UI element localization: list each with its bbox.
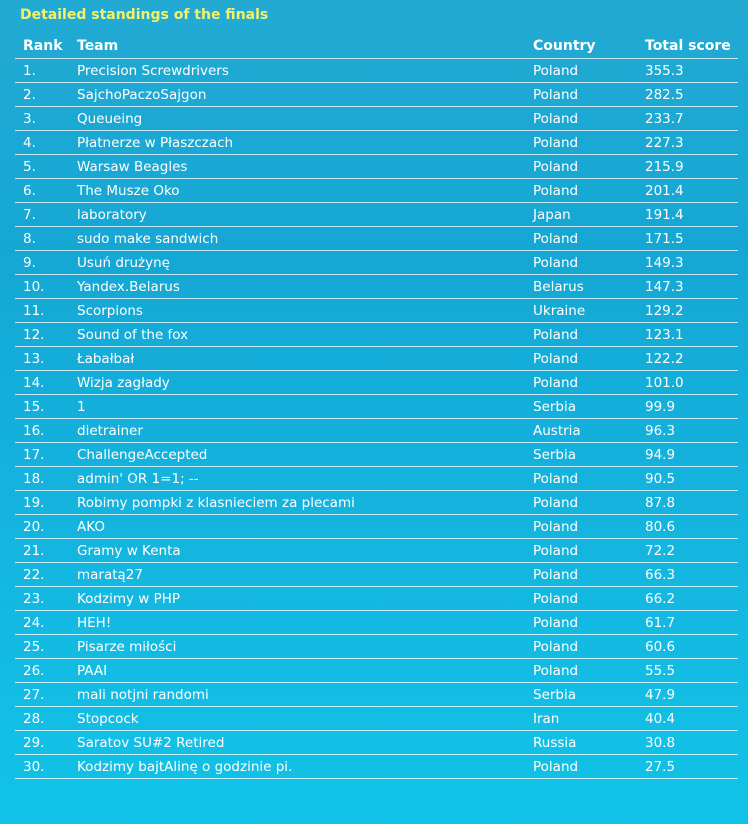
rank-cell: 10.	[15, 275, 69, 299]
team-cell: Sound of the fox	[69, 323, 525, 347]
score-cell: 61.7	[637, 611, 738, 635]
score-cell: 201.4	[637, 179, 738, 203]
table-body	[15, 59, 738, 779]
table-row	[15, 155, 738, 179]
team-cell: SajchoPaczoSajgon	[69, 83, 525, 107]
team-cell: Usuń drużynę	[69, 251, 525, 275]
table-row	[15, 179, 738, 203]
country-cell: Poland	[525, 347, 637, 371]
table-row	[15, 467, 738, 491]
country-cell: Poland	[525, 659, 637, 683]
team-cell: Łabałbał	[69, 347, 525, 371]
score-cell: 171.5	[637, 227, 738, 251]
rank-cell: 21.	[15, 539, 69, 563]
country-cell: Poland	[525, 59, 637, 83]
table-row	[15, 299, 738, 323]
score-cell: 233.7	[637, 107, 738, 131]
rank-cell: 11.	[15, 299, 69, 323]
team-cell: mali notjni randomi	[69, 683, 525, 707]
team-cell: Robimy pompki z klasnieciem za plecami	[69, 491, 525, 515]
country-cell: Ukraine	[525, 299, 637, 323]
table-row	[15, 539, 738, 563]
rank-cell: 14.	[15, 371, 69, 395]
score-cell: 94.9	[637, 443, 738, 467]
score-cell: 30.8	[637, 731, 738, 755]
table-row	[15, 707, 738, 731]
country-cell: Poland	[525, 611, 637, 635]
country-cell: Poland	[525, 587, 637, 611]
team-cell: The Musze Oko	[69, 179, 525, 203]
table-row	[15, 515, 738, 539]
table-row	[15, 419, 738, 443]
rank-cell: 22.	[15, 563, 69, 587]
rank-cell: 12.	[15, 323, 69, 347]
score-cell: 27.5	[637, 755, 738, 779]
table-row	[15, 83, 738, 107]
country-cell: Poland	[525, 539, 637, 563]
rank-cell: 16.	[15, 419, 69, 443]
team-cell: Gramy w Kenta	[69, 539, 525, 563]
score-cell: 40.4	[637, 707, 738, 731]
team-cell: Wizja zagłady	[69, 371, 525, 395]
rank-cell: 5.	[15, 155, 69, 179]
rank-cell: 23.	[15, 587, 69, 611]
rank-cell: 8.	[15, 227, 69, 251]
rank-cell: 19.	[15, 491, 69, 515]
table-row	[15, 275, 738, 299]
country-cell: Poland	[525, 563, 637, 587]
rank-cell: 3.	[15, 107, 69, 131]
team-cell: maratą27	[69, 563, 525, 587]
country-cell: Poland	[525, 179, 637, 203]
score-cell: 227.3	[637, 131, 738, 155]
country-cell: Poland	[525, 371, 637, 395]
team-cell: dietrainer	[69, 419, 525, 443]
score-cell: 149.3	[637, 251, 738, 275]
rank-cell: 17.	[15, 443, 69, 467]
table-row	[15, 731, 738, 755]
score-cell: 55.5	[637, 659, 738, 683]
table-row	[15, 395, 738, 419]
score-cell: 90.5	[637, 467, 738, 491]
country-cell: Poland	[525, 323, 637, 347]
team-cell: 1	[69, 395, 525, 419]
team-cell: Warsaw Beagles	[69, 155, 525, 179]
country-cell: Japan	[525, 203, 637, 227]
team-cell: Stopcock	[69, 707, 525, 731]
country-cell: Poland	[525, 131, 637, 155]
score-cell: 99.9	[637, 395, 738, 419]
table-row	[15, 587, 738, 611]
team-cell: Płatnerze w Płaszczach	[69, 131, 525, 155]
rank-cell: 2.	[15, 83, 69, 107]
country-cell: Russia	[525, 731, 637, 755]
table-row	[15, 611, 738, 635]
country-cell: Poland	[525, 467, 637, 491]
team-cell: Queueing	[69, 107, 525, 131]
country-cell: Serbia	[525, 683, 637, 707]
country-cell: Serbia	[525, 443, 637, 467]
table-row	[15, 443, 738, 467]
score-cell: 47.9	[637, 683, 738, 707]
table-header-row	[15, 34, 738, 59]
team-cell: laboratory	[69, 203, 525, 227]
country-cell: Belarus	[525, 275, 637, 299]
table-row	[15, 227, 738, 251]
rank-cell: 6.	[15, 179, 69, 203]
table-row	[15, 131, 738, 155]
team-cell: sudo make sandwich	[69, 227, 525, 251]
score-cell: 96.3	[637, 419, 738, 443]
table-row	[15, 59, 738, 83]
header-score: Total score	[645, 38, 731, 54]
country-cell: Poland	[525, 635, 637, 659]
team-cell: Kodzimy w PHP	[69, 587, 525, 611]
table-row	[15, 251, 738, 275]
score-cell: 355.3	[637, 59, 738, 83]
team-cell: ChallengeAccepted	[69, 443, 525, 467]
rank-cell: 26.	[15, 659, 69, 683]
table-row	[15, 683, 738, 707]
country-cell: Poland	[525, 491, 637, 515]
header-country: Country	[533, 38, 596, 54]
team-cell: AKO	[69, 515, 525, 539]
country-cell: Serbia	[525, 395, 637, 419]
page-title: Detailed standings of the finals	[20, 7, 269, 23]
table-row	[15, 635, 738, 659]
rank-cell: 15.	[15, 395, 69, 419]
score-cell: 60.6	[637, 635, 738, 659]
country-cell: Poland	[525, 227, 637, 251]
rank-cell: 9.	[15, 251, 69, 275]
table-row	[15, 563, 738, 587]
rank-cell: 13.	[15, 347, 69, 371]
score-cell: 129.2	[637, 299, 738, 323]
score-cell: 87.8	[637, 491, 738, 515]
rank-cell: 27.	[15, 683, 69, 707]
team-cell: HEH!	[69, 611, 525, 635]
score-cell: 147.3	[637, 275, 738, 299]
score-cell: 282.5	[637, 83, 738, 107]
rank-cell: 25.	[15, 635, 69, 659]
score-cell: 215.9	[637, 155, 738, 179]
country-cell: Iran	[525, 707, 637, 731]
team-cell: Kodzimy bajtAlinę o godzinie pi.	[69, 755, 525, 779]
rank-cell: 28.	[15, 707, 69, 731]
team-cell: Precision Screwdrivers	[69, 59, 525, 83]
country-cell: Poland	[525, 107, 637, 131]
header-team: Team	[77, 38, 119, 54]
table-row	[15, 323, 738, 347]
score-cell: 80.6	[637, 515, 738, 539]
rank-cell: 29.	[15, 731, 69, 755]
rank-cell: 30.	[15, 755, 69, 779]
table-row	[15, 491, 738, 515]
rank-cell: 1.	[15, 59, 69, 83]
header-rank: Rank	[23, 38, 63, 54]
country-cell: Poland	[525, 83, 637, 107]
rank-cell: 24.	[15, 611, 69, 635]
country-cell: Poland	[525, 251, 637, 275]
rank-cell: 7.	[15, 203, 69, 227]
score-cell: 66.2	[637, 587, 738, 611]
standings-table	[15, 34, 738, 779]
country-cell: Poland	[525, 515, 637, 539]
table-row	[15, 371, 738, 395]
country-cell: Poland	[525, 755, 637, 779]
country-cell: Poland	[525, 155, 637, 179]
team-cell: PAAI	[69, 659, 525, 683]
rank-cell: 4.	[15, 131, 69, 155]
score-cell: 191.4	[637, 203, 738, 227]
table-row	[15, 659, 738, 683]
score-cell: 66.3	[637, 563, 738, 587]
table-row	[15, 755, 738, 779]
rank-cell: 20.	[15, 515, 69, 539]
score-cell: 72.2	[637, 539, 738, 563]
team-cell: Scorpions	[69, 299, 525, 323]
rank-cell: 18.	[15, 467, 69, 491]
table-row	[15, 203, 738, 227]
table-row	[15, 107, 738, 131]
table-row	[15, 347, 738, 371]
score-cell: 123.1	[637, 323, 738, 347]
team-cell: Saratov SU#2 Retired	[69, 731, 525, 755]
country-cell: Austria	[525, 419, 637, 443]
team-cell: Yandex.Belarus	[69, 275, 525, 299]
score-cell: 122.2	[637, 347, 738, 371]
score-cell: 101.0	[637, 371, 738, 395]
team-cell: admin' OR 1=1; --	[69, 467, 525, 491]
team-cell: Pisarze miłości	[69, 635, 525, 659]
